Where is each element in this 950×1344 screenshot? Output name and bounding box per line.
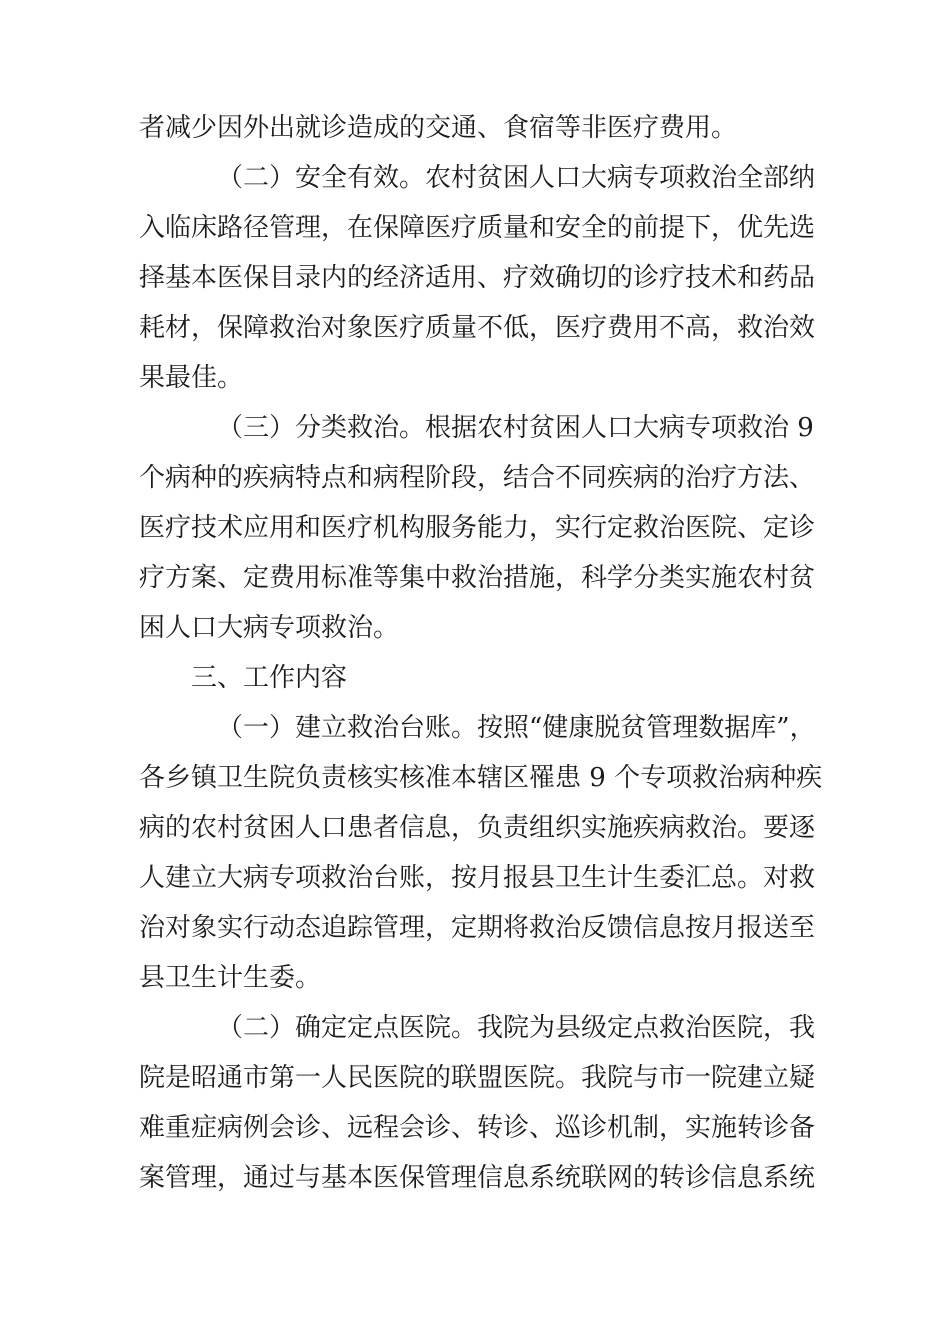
text-line: 治对象实行动态追踪管理，定期将救治反馈信息按月报送至 xyxy=(139,913,816,943)
text-line: 难重症病例会诊、远程会诊、转诊、巡诊机制，实施转诊备 xyxy=(139,1113,816,1143)
text-line: 入临床路径管理，在保障医疗质量和安全的前提下，优先选 xyxy=(139,213,816,243)
text-line: 果最佳。 xyxy=(139,363,244,393)
section-heading: 三、工作内容 xyxy=(191,663,348,693)
text-line: （二）安全有效。农村贫困人口大病专项救治全部纳 xyxy=(217,163,816,193)
text-line: 者减少因外出就诊造成的交通、食宿等非医疗费用。 xyxy=(139,113,738,143)
text-line: 病的农村贫困人口患者信息，负责组织实施疾病救治。要逐 xyxy=(139,813,816,843)
text-line: （一）建立救治台账。按照“健康脱贫管理数据库”， xyxy=(217,713,816,743)
text-line: 疗方案、定费用标准等集中救治措施，科学分类实施农村贫 xyxy=(139,563,816,593)
text-line: （三）分类救治。根据农村贫困人口大病专项救治 9 xyxy=(217,413,814,443)
text-line: 困人口大病专项救治。 xyxy=(139,613,400,643)
text-line: 择基本医保目录内的经济适用、疗效确切的诊疗技术和药品 xyxy=(139,263,816,293)
text-line: 各乡镇卫生院负责核实核准本辖区罹患 9 个专项救治病种疾 xyxy=(139,763,823,793)
text-line: 个病种的疾病特点和病程阶段，结合不同疾病的治疗方法、 xyxy=(139,463,816,493)
document-body xyxy=(139,103,823,1203)
text-line: 人建立大病专项救治台账，按月报县卫生计生委汇总。对救 xyxy=(139,863,816,893)
text-line: 院是昭通市第一人民医院的联盟医院。我院与市一院建立疑 xyxy=(139,1063,816,1093)
text-line: 医疗技术应用和医疗机构服务能力，实行定救治医院、定诊 xyxy=(139,513,816,543)
text-line: 案管理，通过与基本医保管理信息系统联网的转诊信息系统 xyxy=(139,1163,816,1193)
text-line: 耗材，保障救治对象医疗质量不低，医疗费用不高，救治效 xyxy=(139,313,816,343)
text-line: 县卫生计生委。 xyxy=(139,963,322,993)
text-line: （二）确定定点医院。我院为县级定点救治医院，我 xyxy=(217,1013,816,1043)
